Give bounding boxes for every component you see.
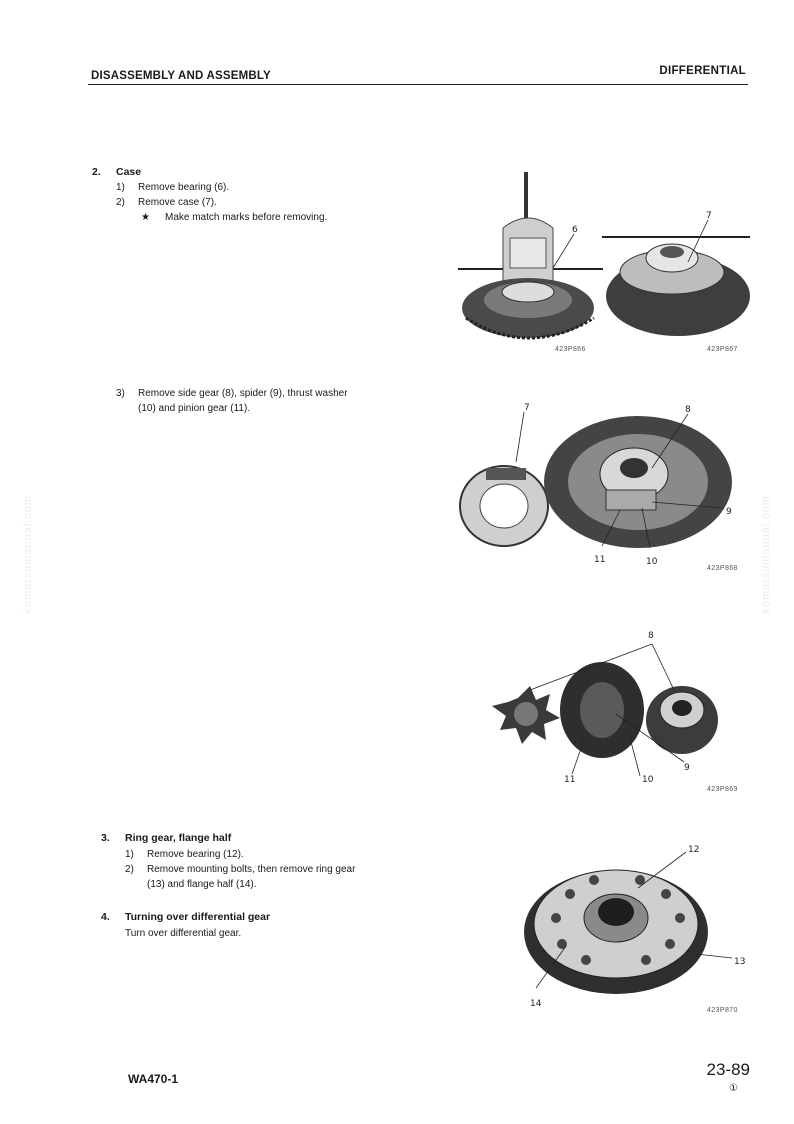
header-rule — [88, 84, 748, 85]
photo-gear-parts — [478, 626, 748, 786]
case-step-3-cont: (10) and pinion gear (11). — [138, 403, 251, 414]
callout-8: 8 — [685, 405, 691, 415]
case-step-2: 2) Remove case (7). — [116, 197, 217, 208]
revision-mark: ① — [729, 1083, 738, 1094]
callout-10: 10 — [646, 557, 658, 567]
callout-13: 13 — [734, 957, 746, 967]
callout-9b: 9 — [684, 763, 690, 773]
case-number: 2. — [92, 166, 101, 178]
callout-6: 6 — [572, 225, 578, 235]
turn-number: 4. — [101, 911, 110, 923]
watermark-right: komatsumanual.com — [760, 495, 772, 614]
turn-title: Turning over differential gear — [125, 911, 271, 923]
page-number: 23-89 — [706, 1060, 750, 1079]
turn-body: Turn over differential gear. — [125, 928, 242, 939]
model-number: WA470-1 — [128, 1072, 179, 1086]
caption-423P867: 423P867 — [707, 346, 738, 353]
ring-title: Ring gear, flange half — [125, 832, 232, 844]
ring-heading — [101, 832, 231, 844]
star-icon: ★ — [141, 212, 150, 223]
caption-423P866: 423P866 — [555, 346, 586, 353]
photo-ring-gear-flange — [520, 838, 748, 1010]
photo-bearing-removal — [458, 168, 603, 360]
case-note: ★ Make match marks before removing. — [141, 212, 328, 223]
callout-11b: 11 — [564, 775, 576, 785]
callout-14: 14 — [530, 999, 542, 1009]
callout-11: 11 — [594, 555, 606, 565]
turn-heading — [101, 911, 270, 923]
watermark-left: komatsumanual.com — [22, 495, 34, 614]
photo-side-gear-removal — [456, 398, 746, 570]
case-heading — [92, 166, 141, 178]
ring-step-2-cont: (13) and flange half (14). — [147, 879, 257, 890]
caption-423P868: 423P868 — [707, 565, 738, 572]
section-header: DISASSEMBLY AND ASSEMBLY — [91, 70, 271, 82]
chapter-header: DIFFERENTIAL — [659, 65, 746, 77]
case-step-3: 3) Remove side gear (8), spider (9), thrust washer — [116, 388, 348, 399]
callout-10b: 10 — [642, 775, 654, 785]
caption-423P870: 423P870 — [707, 1007, 738, 1014]
case-title: Case — [116, 166, 142, 178]
ring-step-1: 1) Remove bearing (12). — [125, 849, 244, 860]
callout-7b: 7 — [524, 403, 530, 413]
case-step-1: 1) Remove bearing (6). — [116, 182, 230, 193]
ring-step-2: 2) Remove mounting bolts, then remove ring gear — [125, 864, 356, 875]
callout-7: 7 — [706, 211, 712, 221]
callout-12: 12 — [688, 845, 700, 855]
photo-case-removal — [602, 206, 750, 340]
callout-9: 9 — [726, 507, 732, 517]
caption-423P869: 423P869 — [707, 786, 738, 793]
callout-8b: 8 — [648, 631, 654, 641]
ring-number: 3. — [101, 832, 110, 844]
